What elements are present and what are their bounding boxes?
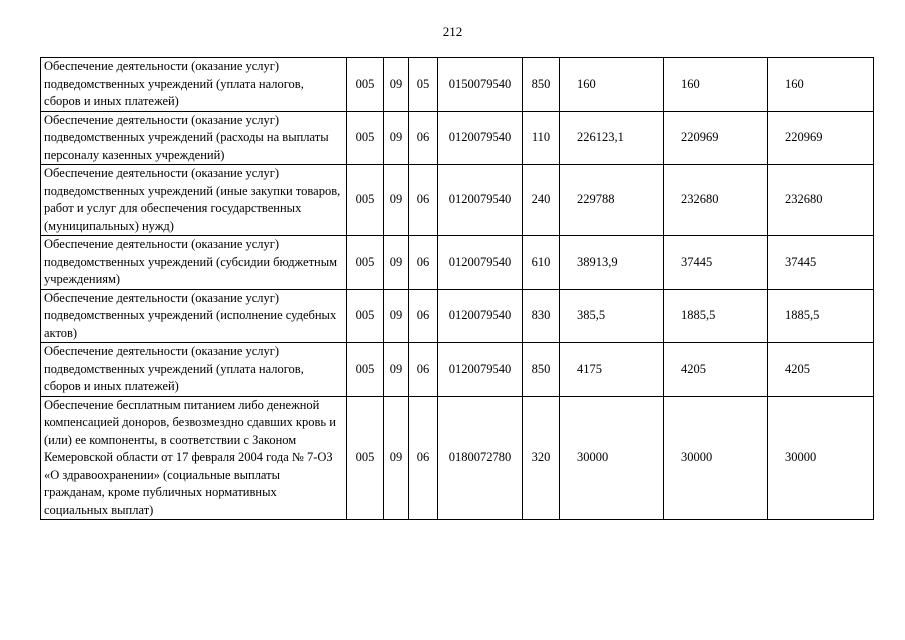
cell-section-code: 09 — [384, 165, 409, 236]
table-row — [41, 396, 874, 520]
cell-subsection-code: 06 — [409, 165, 438, 236]
table-row — [41, 343, 874, 397]
cell-amount-1: 226123,1 — [560, 111, 664, 165]
cell-section-code: 09 — [384, 111, 409, 165]
cell-expense-type-code: 850 — [523, 58, 560, 112]
cell-amount-1: 229788 — [560, 165, 664, 236]
cell-amount-3: 220969 — [768, 111, 874, 165]
cell-amount-3: 4205 — [768, 343, 874, 397]
cell-section-code: 09 — [384, 343, 409, 397]
cell-expense-type-code: 240 — [523, 165, 560, 236]
cell-subsection-code: 05 — [409, 58, 438, 112]
cell-target-article-code: 0120079540 — [438, 343, 523, 397]
cell-amount-2: 232680 — [664, 165, 768, 236]
cell-ministry-code: 005 — [347, 58, 384, 112]
cell-ministry-code: 005 — [347, 396, 384, 520]
cell-description: Обеспечение деятельности (оказание услуг) подведомственных учреждений (расходы на выплаты персоналу казенных учреждений) — [41, 111, 347, 165]
cell-amount-2: 220969 — [664, 111, 768, 165]
budget-table — [40, 57, 874, 520]
table-row — [41, 58, 874, 112]
cell-expense-type-code: 110 — [523, 111, 560, 165]
cell-amount-1: 4175 — [560, 343, 664, 397]
cell-description: Обеспечение деятельности (оказание услуг) подведомственных учреждений (уплата налогов, сборов и иных платежей) — [41, 58, 347, 112]
cell-target-article-code: 0120079540 — [438, 165, 523, 236]
table-row — [41, 289, 874, 343]
cell-amount-3: 1885,5 — [768, 289, 874, 343]
cell-amount-2: 1885,5 — [664, 289, 768, 343]
cell-amount-3: 160 — [768, 58, 874, 112]
cell-ministry-code: 005 — [347, 236, 384, 290]
cell-target-article-code: 0120079540 — [438, 111, 523, 165]
cell-section-code: 09 — [384, 236, 409, 290]
cell-amount-1: 38913,9 — [560, 236, 664, 290]
cell-subsection-code: 06 — [409, 343, 438, 397]
cell-section-code: 09 — [384, 396, 409, 520]
cell-subsection-code: 06 — [409, 111, 438, 165]
cell-ministry-code: 005 — [347, 111, 384, 165]
cell-section-code: 09 — [384, 289, 409, 343]
cell-expense-type-code: 830 — [523, 289, 560, 343]
cell-target-article-code: 0120079540 — [438, 289, 523, 343]
cell-subsection-code: 06 — [409, 289, 438, 343]
cell-description: Обеспечение бесплатным питанием либо денежной компенсацией доноров, безвозмездно сдавших кровь и (или) ее компоненты, в соответствии с Законом Кемеровской области от 17 февраля 2004 года № 7-ОЗ «О здравоохранении» (социальные выплаты гражданам, кроме публичных нормативных социальных выплат) — [41, 396, 347, 520]
cell-amount-2: 30000 — [664, 396, 768, 520]
table-row — [41, 236, 874, 290]
cell-description: Обеспечение деятельности (оказание услуг) подведомственных учреждений (субсидии бюджетным учреждениям) — [41, 236, 347, 290]
cell-ministry-code: 005 — [347, 289, 384, 343]
cell-subsection-code: 06 — [409, 236, 438, 290]
cell-expense-type-code: 320 — [523, 396, 560, 520]
cell-amount-1: 160 — [560, 58, 664, 112]
cell-amount-2: 4205 — [664, 343, 768, 397]
cell-subsection-code: 06 — [409, 396, 438, 520]
page-number: 212 — [442, 24, 463, 39]
cell-target-article-code: 0180072780 — [438, 396, 523, 520]
cell-amount-1: 30000 — [560, 396, 664, 520]
table-row — [41, 165, 874, 236]
cell-target-article-code: 0120079540 — [438, 236, 523, 290]
cell-description: Обеспечение деятельности (оказание услуг) подведомственных учреждений (уплата налогов, сборов и иных платежей) — [41, 343, 347, 397]
cell-amount-3: 232680 — [768, 165, 874, 236]
cell-ministry-code: 005 — [347, 343, 384, 397]
cell-ministry-code: 005 — [347, 165, 384, 236]
cell-amount-3: 37445 — [768, 236, 874, 290]
cell-description: Обеспечение деятельности (оказание услуг) подведомственных учреждений (иные закупки товаров, работ и услуг для обеспечения государственных (муниципальных) нужд) — [41, 165, 347, 236]
cell-expense-type-code: 610 — [523, 236, 560, 290]
table-row — [41, 111, 874, 165]
cell-amount-1: 385,5 — [560, 289, 664, 343]
cell-description: Обеспечение деятельности (оказание услуг) подведомственных учреждений (исполнение судебных актов) — [41, 289, 347, 343]
cell-target-article-code: 0150079540 — [438, 58, 523, 112]
cell-amount-2: 160 — [664, 58, 768, 112]
cell-expense-type-code: 850 — [523, 343, 560, 397]
cell-amount-3: 30000 — [768, 396, 874, 520]
table-body — [41, 58, 874, 520]
cell-amount-2: 37445 — [664, 236, 768, 290]
cell-section-code: 09 — [384, 58, 409, 112]
